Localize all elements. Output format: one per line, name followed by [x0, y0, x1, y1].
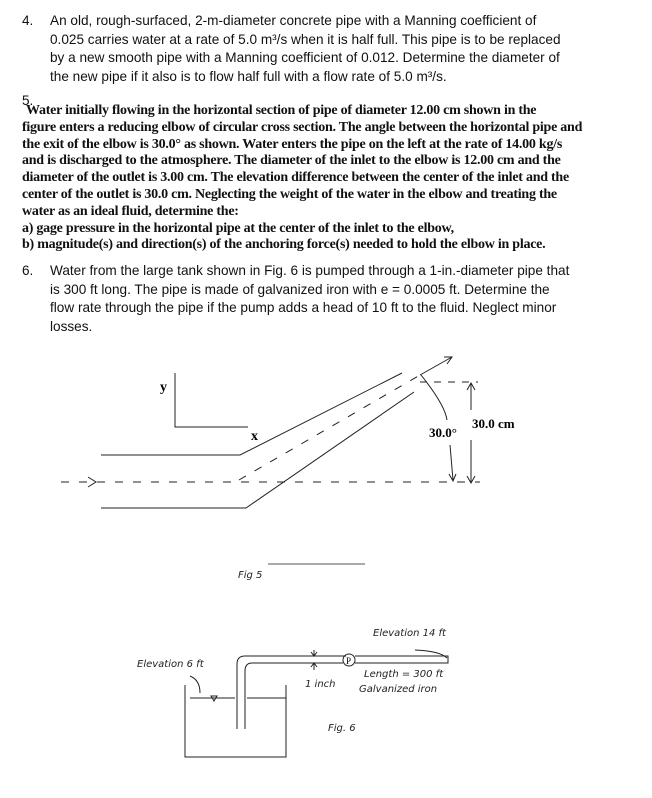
problem-line: the exit of the elbow is 30.0° as shown. Water enters the pipe on the left at the rate of 14.00 kg/s — [22, 136, 563, 152]
fig5-elbow-diagram — [61, 357, 480, 508]
length-label: Length = 300 ft — [364, 669, 444, 680]
fig6-caption: Fig. 6 — [328, 723, 356, 734]
elbow-lower-wall — [101, 392, 414, 508]
centerline-diagonal — [239, 375, 420, 480]
inlet-arrow — [88, 477, 96, 487]
problem-line: water as an ideal fluid, determine the: — [22, 203, 239, 219]
problem-line: b) magnitude(s) and direction(s) of the anchoring force(s) needed to hold the elbow in place. — [22, 237, 546, 253]
outlet-arrow — [420, 357, 452, 375]
problem-line: 0.025 carries water at a rate of 5.0 m³/s when it is half full. This pipe is to be replaced — [50, 31, 561, 47]
problem-line: flow rate through the pipe if the pump adds a head of 10 ft to the fluid. Neglect minor — [50, 300, 557, 315]
problem-line: diameter of the outlet is 3.00 cm. The elevation difference between the center of the inlet and the — [22, 170, 569, 186]
pump-label: P — [346, 656, 352, 666]
height-dimension — [467, 383, 475, 483]
problem-number: 4. — [22, 13, 34, 28]
axes — [175, 373, 248, 427]
elevation-right-label: Elevation 14 ft — [373, 628, 446, 639]
problem-line: An old, rough-surfaced, 2-m-diameter concrete pipe with a Manning coefficient of — [50, 13, 537, 28]
problem-line: and is discharged to the atmosphere. The diameter of the inlet to the elbow is 12.00 cm and the — [22, 153, 561, 169]
fig5-caption: Fig 5 — [238, 570, 263, 581]
pipe-diameter-label: 1 inch — [305, 679, 336, 690]
x-axis-label: x — [251, 429, 258, 444]
problem-line: is 300 ft long. The pipe is made of galvanized iron with e = 0.0005 ft. Determine the — [50, 281, 550, 297]
problem-line: center of the outlet is 30.0 cm. Neglecting the weight of the water in the elbow and treating the — [22, 186, 557, 202]
problem-line: Water initially flowing in the horizontal section of pipe of diameter 12.00 cm shown in the — [26, 103, 537, 118]
angle-label: 30.0° — [429, 425, 457, 440]
y-axis-label: y — [160, 380, 167, 395]
material-label: Galvanized iron — [359, 684, 438, 695]
problem-line: the new pipe if it also is to flow half full with a flow rate of 5.0 m³/s. — [50, 68, 447, 84]
fig6-tank-pump-diagram — [185, 650, 448, 757]
height-label: 30.0 cm — [472, 416, 515, 431]
problem-line: Water from the large tank shown in Fig. 6 is pumped through a 1-in.-diameter pipe that — [50, 263, 570, 278]
problem-line: by a new smooth pipe with a Manning coefficient of 0.012. Determine the diameter of — [50, 50, 560, 65]
diameter-arrows — [311, 650, 317, 670]
problem-number: 5. — [22, 93, 34, 108]
problem-line: losses. — [50, 318, 93, 334]
problem-number: 6. — [22, 263, 34, 278]
tank — [185, 685, 286, 757]
problem-line: a) gage pressure in the horizontal pipe at the center of the inlet to the elbow, — [22, 220, 454, 236]
elevation-left-label: Elevation 6 ft — [137, 659, 204, 670]
problem-line: figure enters a reducing elbow of circular cross section. The angle between the horizontal pipe and — [22, 119, 583, 135]
